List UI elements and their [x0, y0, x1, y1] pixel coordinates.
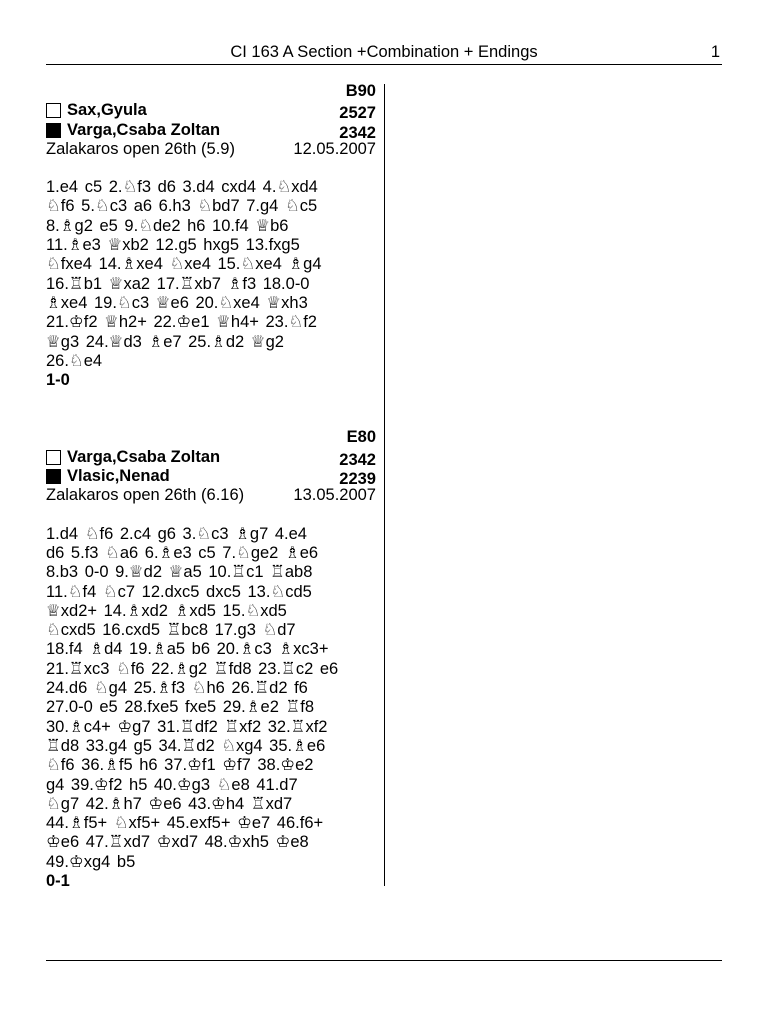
black-player-rating: 2342 — [339, 123, 376, 142]
move-line: 11.♗e3 ♕xb2 12.g5 hxg5 13.fxg5 — [46, 236, 300, 255]
move-line: ♗xe4 19.♘c3 ♕e6 20.♘xe4 ♕xh3 — [46, 293, 308, 312]
black-player-rating: 2239 — [339, 470, 376, 489]
game-result: 1-0 — [46, 371, 70, 390]
move-line: 44.♗f5+ ♘xf5+ 45.exf5+ ♔e7 46.f6+ — [46, 814, 324, 833]
white-square-icon — [46, 103, 61, 118]
white-player-rating: 2342 — [339, 450, 376, 469]
black-player-name: Varga,Csaba Zoltan — [67, 120, 221, 139]
move-line: ♘fxe4 14.♗xe4 ♘xe4 15.♘xe4 ♗g4 — [46, 255, 322, 274]
move-line: 27.0-0 e5 28.fxe5 fxe5 29.♗e2 ♖f8 — [46, 698, 315, 717]
move-line: ♘f6 5.♘c3 a6 6.h3 ♘bd7 7.g4 ♘c5 — [46, 197, 318, 216]
move-line: d6 5.f3 ♘a6 6.♗e3 c5 7.♘ge2 ♗e6 — [46, 543, 319, 562]
game-block — [46, 428, 376, 891]
eco-code-row — [46, 82, 376, 101]
move-line: 49.♔xg4 b5 — [46, 852, 136, 871]
white-player-row — [46, 101, 376, 123]
move-line: ♔e6 47.♖xd7 ♔xd7 48.♔xh5 ♔e8 — [46, 833, 309, 852]
move-line: 21.♔f2 ♕h2+ 22.♔e1 ♕h4+ 23.♘f2 — [46, 313, 317, 332]
move-line: 8.♗g2 e5 9.♘de2 h6 10.f4 ♕b6 — [46, 216, 289, 235]
move-line: 8.b3 0-0 9.♕d2 ♕a5 10.♖c1 ♖ab8 — [46, 563, 313, 582]
move-line: ♕g3 24.♕d3 ♗e7 25.♗d2 ♕g2 — [46, 332, 284, 351]
games-column — [46, 82, 376, 891]
event-row — [46, 486, 376, 505]
column-divider — [384, 84, 385, 886]
game-date: 13.05.2007 — [293, 486, 376, 505]
document-title: CI 163 A Section +Combination + Endings — [230, 43, 538, 61]
move-line: 24.d6 ♘g4 25.♗f3 ♘h6 26.♖d2 f6 — [46, 679, 308, 698]
move-line: ♕xd2+ 14.♗xd2 ♗xd5 15.♘xd5 — [46, 601, 287, 620]
black-square-icon — [46, 469, 61, 484]
move-line: 30.♗c4+ ♔g7 31.♖df2 ♖xf2 32.♖xf2 — [46, 717, 328, 736]
move-line: ♘g7 42.♗h7 ♔e6 43.♔h4 ♖xd7 — [46, 794, 293, 813]
black-player-row — [46, 121, 376, 140]
eco-code: E80 — [346, 428, 376, 447]
eco-code: B90 — [345, 82, 376, 100]
white-player-name: Varga,Csaba Zoltan — [67, 447, 221, 466]
game-result: 0-1 — [46, 871, 70, 890]
move-line: g4 39.♔f2 h5 40.♔g3 ♘e8 41.d7 — [46, 775, 298, 794]
black-player-row — [46, 467, 376, 489]
white-player-row — [46, 448, 376, 467]
move-list — [46, 178, 376, 371]
move-line: ♘cxd5 16.cxd5 ♖bc8 17.g3 ♘d7 — [46, 621, 296, 640]
move-line: ♖d8 33.g4 g5 34.♖d2 ♘xg4 35.♗e6 — [46, 736, 326, 755]
footer-rule — [46, 960, 722, 961]
page-number: 1 — [710, 43, 720, 61]
eco-code-row — [46, 428, 376, 447]
move-line: ♘f6 36.♗f5 h6 37.♔f1 ♔f7 38.♔e2 — [46, 756, 314, 775]
move-line: 11.♘f4 ♘c7 12.dxc5 dxc5 13.♘cd5 — [46, 582, 312, 601]
move-line: 26.♘e4 — [46, 351, 103, 370]
page-header — [46, 42, 722, 65]
move-line: 1.e4 c5 2.♘f3 d6 3.d4 cxd4 4.♘xd4 — [46, 178, 318, 197]
game-date: 12.05.2007 — [293, 139, 376, 158]
white-player-name: Sax,Gyula — [67, 101, 147, 120]
move-line: 21.♖xc3 ♘f6 22.♗g2 ♖fd8 23.♖c2 e6 — [46, 659, 339, 678]
move-list — [46, 525, 376, 872]
move-line: 18.f4 ♗d4 19.♗a5 b6 20.♗c3 ♗xc3+ — [46, 640, 329, 659]
black-player-name: Vlasic,Nenad — [67, 467, 170, 486]
move-line: 16.♖b1 ♕xa2 17.♖xb7 ♗f3 18.0-0 — [46, 274, 310, 293]
move-line: 1.d4 ♘f6 2.c4 g6 3.♘c3 ♗g7 4.e4 — [46, 524, 307, 543]
event-name: Zalakaros open 26th (5.9) — [46, 139, 235, 158]
event-name: Zalakaros open 26th (6.16) — [46, 486, 245, 505]
white-player-rating: 2527 — [339, 104, 376, 123]
black-square-icon — [46, 123, 61, 138]
game-block — [46, 82, 376, 390]
white-square-icon — [46, 450, 61, 465]
event-row — [46, 140, 376, 159]
